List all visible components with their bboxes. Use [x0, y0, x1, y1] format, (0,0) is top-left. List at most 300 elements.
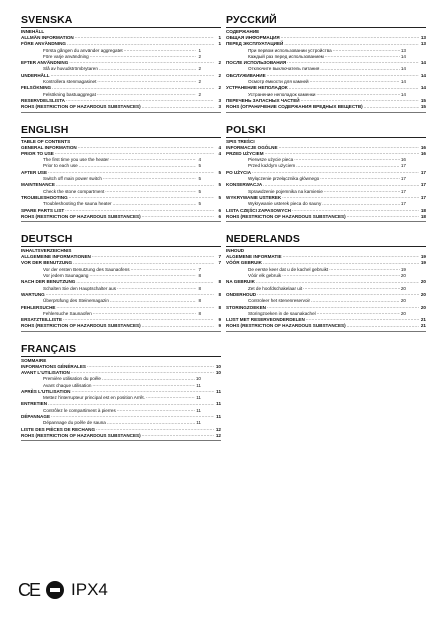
toc-entry-title: APRÈS L'UTILISATION [21, 388, 71, 394]
toc-page-number: 4 [218, 144, 221, 150]
toc-page-number: 8 [198, 285, 201, 291]
toc-entry-title: Mettez l'interrupteur principal est en position Arrêt. [43, 395, 145, 401]
toc-page-number: 14 [400, 79, 406, 85]
dot-leader [73, 261, 214, 266]
toc-entry-title: De eerste keer dat u de kachel gebruikt [248, 266, 329, 272]
toc-entry-title: Каждый раз перед использованием [248, 53, 324, 59]
dot-leader [124, 48, 196, 53]
toc-page-number: 7 [218, 254, 221, 260]
section-divider [21, 331, 221, 332]
toc-page-number: 1 [218, 35, 221, 40]
toc-entry-title: ERSATZTEILLISTE [21, 317, 63, 323]
section-divider [21, 440, 221, 441]
toc-entry-title: ROHS (RESTRICTION OF HAZARDOUS SUBSTANCES) [226, 323, 346, 329]
toc-page-number: 2 [218, 85, 221, 91]
toc-entry [226, 214, 426, 220]
toc-entry-title: ПЕРЕД ЭКСПЛУАТАЦИЕЙ [226, 41, 284, 47]
dot-leader [324, 189, 400, 194]
toc-entry-title: ROHS (RESTRICTION OF HAZARDOUS SUBSTANCES) [21, 323, 141, 329]
dot-leader [67, 42, 214, 47]
toc-page-number: 20 [400, 285, 406, 291]
toc-entry-title: LISTE DES PIÈCES DE RECHANG [21, 426, 96, 432]
toc-subtitle: INHOUD [226, 248, 245, 254]
toc-page-number: 14 [420, 60, 426, 66]
toc-entry-title: RESERVDELSLISTA [21, 97, 65, 103]
toc-entry-title: Pierwsze użycie pieca [248, 157, 294, 163]
dot-leader [69, 60, 214, 65]
dot-leader [117, 286, 196, 291]
dot-leader [46, 292, 214, 297]
toc-page-number: 5 [218, 169, 221, 175]
dot-leader [97, 92, 196, 97]
dot-leader [329, 267, 400, 272]
toc-entry-title: Fehlersuche Saunaofen [43, 310, 92, 316]
toc-entry-title: ПЕРЕЧЕНЬ ЗАПАСНЫХ ЧАСТЕЙ [226, 97, 300, 103]
language-heading: ENGLISH [21, 123, 69, 136]
toc-page-number: 7 [198, 266, 201, 272]
dot-leader [311, 299, 400, 304]
dot-leader [103, 176, 196, 181]
ce-mark: CE [18, 580, 40, 600]
toc-page-number: 2 [218, 60, 221, 66]
dot-leader [267, 73, 419, 78]
toc-entry-title: PO UŻYCIA [226, 169, 252, 175]
toc-page-number: 15 [420, 104, 426, 110]
dot-leader [316, 92, 399, 97]
toc-page-number: 19 [420, 260, 426, 266]
toc-page-number: 9 [218, 323, 221, 329]
toc-page-number: 14 [400, 91, 406, 97]
toc-page-number: 14 [400, 66, 406, 72]
toc-page-number: 19 [400, 266, 406, 272]
toc-entry-title: Überprüfung des Steinemagazin [43, 298, 109, 304]
toc-entry-title: MAINTENANCE [21, 182, 55, 188]
toc-entry-title: Vor jedem Saunagang [43, 273, 89, 279]
toc-entry-title: INFORMACJE OGÓLNE [226, 144, 278, 150]
toc-page-number: 4 [218, 150, 221, 156]
dot-leader [71, 370, 214, 375]
dot-leader [99, 67, 196, 72]
dot-leader [364, 105, 419, 110]
toc-entry-title: Slå av huvudströmbrytaren [43, 66, 98, 72]
dot-leader [267, 305, 419, 310]
heading-rule [21, 27, 221, 28]
dot-leader [142, 433, 214, 438]
toc-entry-title: Troubleshooting the sauna heater [43, 201, 112, 207]
dot-leader [265, 151, 419, 156]
heading-rule [226, 27, 426, 28]
language-heading: DEUTSCH [21, 233, 73, 246]
toc-entry [21, 104, 221, 110]
toc-subtitle: СОДЕРЖАНИЕ [226, 29, 260, 34]
dot-leader [131, 267, 196, 272]
language-heading: FRANÇAIS [21, 342, 77, 355]
toc-page-number: 20 [420, 279, 426, 285]
toc-entry-title: ENTRETIEN [21, 401, 48, 407]
dot-leader [92, 383, 195, 388]
toc-entry [21, 323, 221, 329]
toc-entry-title: УСТРАНЕНИЕ НЕПОЛАДОК [226, 85, 288, 91]
toc-page-number: 10 [215, 369, 221, 375]
dot-leader [257, 292, 419, 297]
toc-section [226, 14, 426, 113]
toc-entry-title: GENERAL INFORMATION [21, 144, 77, 150]
toc-section [21, 233, 221, 332]
dot-leader [142, 324, 214, 329]
toc-entry-title: ROHS (RESTRICTION OF HAZARDOUS SUBSTANCES) [21, 213, 141, 219]
toc-entry-title: ONDERHOUD [226, 291, 257, 297]
toc-entry-title: Sprawdzenie pojemnika na kamienie [248, 188, 323, 194]
toc-page-number: 10 [195, 376, 201, 382]
toc-entry-title: Dépannage du poêle de sauna [43, 420, 106, 426]
toc-page-number: 11 [196, 382, 201, 388]
heading-rule [226, 137, 426, 138]
toc-page-number: 15 [420, 97, 426, 103]
ipx-rating: IPX4 [71, 580, 108, 599]
dot-leader [63, 317, 214, 322]
toc-page-number: 20 [400, 310, 406, 316]
toc-page-number: 8 [218, 291, 221, 297]
ukca-mark-icon [45, 580, 65, 600]
toc-entry-title: Avant chaque utilisation [43, 382, 92, 388]
toc-entry-title: STORINGZOEKEN [226, 304, 266, 310]
dot-leader [75, 35, 214, 40]
toc-page-number: 12 [215, 432, 221, 438]
toc-page-number: 19 [420, 254, 426, 260]
toc-entry-title: FÖRE ANVÄNDNING [21, 41, 67, 47]
toc-page-number: 17 [400, 188, 406, 194]
toc-entry-title: PRZED UŻYCIEM [226, 150, 264, 156]
dot-leader [263, 183, 419, 188]
toc-entry-title: ALLGEMEINE INFORMATIONEN [21, 254, 91, 260]
toc-entry-title: LIJST MET RESERVEONDERDELEN [226, 317, 305, 323]
toc-page-number: 13 [400, 47, 406, 53]
dot-leader [284, 42, 419, 47]
toc-page-number: 6 [218, 213, 221, 219]
dot-leader [110, 299, 196, 304]
toc-page-number: 17 [400, 163, 406, 169]
toc-page-number: 13 [420, 41, 426, 47]
section-divider [226, 112, 426, 113]
dot-leader [252, 170, 419, 175]
toc-entry-title: Check the stone compartment [43, 188, 105, 194]
toc-page-number: 3 [218, 104, 221, 110]
toc-page-number: 11 [216, 414, 221, 420]
toc-entry-title: ОБСЛУЖИВАНИЕ [226, 72, 266, 78]
dot-leader [320, 176, 400, 181]
toc-entry [21, 433, 221, 439]
dot-leader [102, 377, 195, 382]
dot-leader [263, 261, 419, 266]
language-heading: РУССКИЙ [226, 14, 277, 26]
dot-leader [89, 273, 196, 278]
toc-page-number: 17 [420, 182, 426, 188]
toc-page-number: 2 [198, 66, 201, 72]
toc-page-number: 5 [218, 182, 221, 188]
toc-entry-title: LISTA CZĘŚCI ZAPASOWYCH [226, 207, 291, 213]
toc-entry-title: Schalten Sie den Hauptschalter aus [43, 285, 117, 291]
dot-leader [287, 60, 419, 65]
toc-subtitle: SOMMAIRE [21, 357, 47, 363]
dot-leader [310, 79, 400, 84]
toc-page-number: 7 [218, 260, 221, 266]
toc-page-number: 2 [198, 91, 201, 97]
dot-leader [256, 280, 419, 285]
toc-entry-title: Kontrollera stenmagasinet [43, 79, 97, 85]
toc-page-number: 11 [216, 401, 221, 407]
dot-leader [325, 54, 400, 59]
toc-entry-title: TROUBLESHOOTING [21, 194, 68, 200]
toc-subtitle: SPIS TREŚCI [226, 138, 255, 144]
toc-page-number: 8 [198, 298, 201, 304]
toc-entry-title: KONSERWACJA [226, 182, 263, 188]
toc-entry-title: Felsökning bastuaggregat [43, 91, 96, 97]
toc-page-number: 20 [420, 291, 426, 297]
dot-leader [78, 145, 214, 150]
toc-page-number: 8 [218, 279, 221, 285]
dot-leader [93, 311, 196, 316]
toc-page-number: 18 [420, 213, 426, 219]
toc-page-number: 8 [198, 273, 201, 279]
dot-leader [294, 157, 400, 162]
toc-entry-title: FELSÖKNING [21, 85, 52, 91]
heading-rule [226, 246, 426, 247]
toc-page-number: 18 [420, 207, 426, 213]
certification-marks [18, 580, 108, 600]
dot-leader [289, 86, 419, 91]
toc-page-number: 11 [196, 420, 201, 426]
dot-leader [76, 280, 214, 285]
toc-entry-title: Första gången du använder aggregatet [43, 47, 123, 53]
toc-section [226, 233, 426, 332]
toc-page-number: 16 [420, 144, 426, 150]
toc-section [226, 124, 426, 223]
language-heading: NEDERLANDS [226, 233, 300, 246]
toc-entry-title: PRIOR TO USE [21, 150, 54, 156]
toc-entry-title: NA GEBRUIK [226, 279, 255, 285]
toc-page-number: 20 [420, 304, 426, 310]
toc-entry-title: Vóór elk gebruik [248, 273, 282, 279]
dot-leader [110, 157, 196, 162]
dot-leader [301, 98, 419, 103]
toc-entry-title: ROHS (ОГРАНИЧЕНИЕ СОДЕРЖАНИЯ ВРЕДНЫХ ВЕЩЕСТВ) [226, 104, 363, 110]
toc-entry-title: Wyłączenie przełącznika głównego [248, 176, 320, 182]
dot-leader [107, 421, 195, 426]
heading-rule [21, 356, 221, 357]
toc-entry-title: EFTER ANVÄNDNING [21, 60, 69, 66]
heading-rule [21, 246, 221, 247]
toc-page-number: 11 [196, 395, 201, 401]
dot-leader [96, 427, 214, 432]
dot-leader [72, 389, 215, 394]
dot-leader [56, 305, 214, 310]
toc-entry-title: Vor der ersten Benutzung des Saunaofens [43, 266, 130, 272]
dot-leader [320, 67, 400, 72]
toc-entry-title: AVANT L'UTILISATION [21, 369, 70, 375]
toc-entry-title: VOR DER BENUTZUNG [21, 260, 73, 266]
toc-entry-title: INFORMATIONS GÉNÉRALES [21, 363, 86, 369]
toc-entry-title: ОБЩАЯ ИНФОРМАЦИЯ [226, 35, 280, 40]
dot-leader [69, 195, 214, 200]
toc-page-number: 12 [215, 426, 221, 432]
toc-subtitle: INNEHÅLL [21, 29, 45, 34]
toc-page-number: 9 [218, 317, 221, 323]
toc-page-number: 17 [420, 169, 426, 175]
toc-page-number: 14 [400, 53, 406, 59]
toc-entry-title: Switch off main power switch [43, 176, 102, 182]
toc-page-number: 2 [218, 72, 221, 78]
toc-page-number: 14 [420, 72, 426, 78]
toc-page-number: 13 [420, 35, 426, 40]
dot-leader [279, 145, 419, 150]
toc-entry-title: Prior to each use [43, 163, 78, 169]
dot-leader [333, 48, 400, 53]
toc-page-number: 16 [400, 157, 406, 163]
section-divider [21, 221, 221, 222]
dot-leader [113, 202, 196, 207]
dot-leader [105, 189, 196, 194]
toc-page-number: 2 [198, 79, 201, 85]
dot-leader [97, 79, 196, 84]
heading-rule [21, 137, 221, 138]
dot-leader [66, 98, 214, 103]
dot-leader [146, 395, 195, 400]
dot-leader [87, 364, 214, 369]
toc-page-number: 17 [400, 176, 406, 182]
toc-entry-title: SPARE PARTS LIST [21, 207, 65, 213]
toc-page-number: 17 [400, 201, 406, 207]
toc-entry-title: AFTER USE [21, 169, 48, 175]
toc-page-number: 3 [218, 97, 221, 103]
toc-entry-title: Contrôlez le compartiment à pierres [43, 407, 116, 413]
toc-page-number: 8 [218, 304, 221, 310]
toc-entry-title: ROHS (RESTRICTION OF HAZARDOUS SUBSTANCES) [21, 432, 141, 438]
dot-leader [281, 35, 419, 40]
dot-leader [303, 286, 400, 291]
toc-entry [21, 214, 221, 220]
toc-entry-title: Устранение неполадок каменки [248, 91, 316, 97]
toc-entry-title: ALGEMENE INFORMATIE [226, 254, 282, 260]
dot-leader [282, 273, 400, 278]
dot-leader [142, 105, 214, 110]
dot-leader [52, 86, 214, 91]
toc-page-number: 5 [198, 188, 201, 194]
toc-page-number: 16 [420, 150, 426, 156]
dot-leader [292, 208, 419, 213]
toc-entry-title: ROHS (RESTRICTION OF HAZARDOUS SUBSTANCES) [21, 104, 141, 110]
toc-entry-title: WARTUNG [21, 291, 45, 297]
dot-leader [117, 408, 195, 413]
dot-leader [317, 311, 400, 316]
toc-page-number: 14 [420, 85, 426, 91]
dot-leader [142, 214, 214, 219]
toc-page-number: 8 [198, 310, 201, 316]
toc-page-number: 5 [218, 194, 221, 200]
toc-entry-title: ПОСЛЕ ИСПОЛЬЗОВАНИЯ [226, 60, 287, 66]
toc-entry [226, 104, 426, 110]
toc-entry-title: UNDERHÅLL [21, 72, 50, 78]
toc-entry-title: WYKRYWANIE USTEREK [226, 194, 282, 200]
toc-entry-title: The first time you use the heater [43, 157, 109, 163]
toc-entry-title: Осмотр ёмкости для камней [248, 79, 309, 85]
toc-page-number: 20 [400, 298, 406, 304]
toc-page-number: 11 [196, 407, 201, 413]
dot-leader [51, 414, 214, 419]
toc-entry-title: ROHS (RESTRICTION OF HAZARDOUS SUBSTANCES) [226, 213, 346, 219]
toc-subtitle: TABLE OF CONTENTS [21, 138, 71, 144]
language-heading: SVENSKA [21, 14, 73, 26]
dot-leader [56, 183, 214, 188]
section-divider [226, 331, 426, 332]
toc-entry-title: Före varje användning [43, 53, 89, 59]
toc-entry-title: ALLMÄN INFORMATION [21, 35, 74, 40]
dot-leader [65, 208, 214, 213]
toc-entry-title: Przed każdym użyciem [248, 163, 296, 169]
toc-page-number: 4 [198, 157, 201, 163]
toc-entry-title: Wykrywanie usterek pieca do sauny [248, 201, 322, 207]
toc-entry-title: Storingzoeken in de saunakachel [248, 310, 316, 316]
dot-leader [347, 324, 419, 329]
dot-leader [51, 73, 214, 78]
toc-page-number: 1 [198, 47, 201, 53]
dot-leader [283, 254, 419, 259]
toc-page-number: 21 [420, 317, 426, 323]
dot-leader [347, 214, 419, 219]
toc-page-number: 10 [215, 363, 221, 369]
toc-subtitle: INHALTSVERZEICHNIS [21, 248, 72, 254]
toc-page-number: 1 [218, 41, 221, 47]
toc-page-number: 2 [198, 53, 201, 59]
toc-page-number: 5 [198, 176, 201, 182]
toc-section [21, 124, 221, 223]
dot-leader [92, 254, 214, 259]
dot-leader [55, 151, 214, 156]
toc-column-left [21, 14, 221, 452]
toc-page-number: 6 [218, 207, 221, 213]
toc-entry-title: DÉPANNAGE [21, 414, 51, 420]
toc-entry [226, 323, 426, 329]
toc-page-number: 20 [400, 273, 406, 279]
toc-entry-title: NACH DER BENUTZUNG [21, 279, 76, 285]
toc-entry-title: Controleer het stenenreservoir [248, 298, 311, 304]
toc-entry-title: VÓÓR GEBRUIK [226, 260, 262, 266]
section-divider [226, 221, 426, 222]
toc-column-right [226, 14, 426, 343]
toc-section [21, 343, 221, 442]
dot-leader [306, 317, 419, 322]
dot-leader [48, 402, 214, 407]
dot-leader [282, 195, 419, 200]
language-heading: POLSKI [226, 123, 266, 136]
toc-entry-title: FEHLERSUCHE [21, 304, 56, 310]
toc-entry-title: При первом использовании устройства [248, 47, 332, 53]
toc-section [21, 14, 221, 113]
toc-page-number: 5 [198, 201, 201, 207]
dot-leader [322, 202, 400, 207]
dot-leader [48, 170, 214, 175]
dot-leader [79, 164, 196, 169]
toc-entry-title: Première utilisation du poêle [43, 376, 101, 382]
dot-leader [296, 164, 400, 169]
toc-page-number: 21 [420, 323, 426, 329]
toc-page-number: 17 [420, 194, 426, 200]
section-divider [21, 112, 221, 113]
toc-page-number: 5 [198, 163, 201, 169]
toc-entry-title: Zet de hoofdschakelaar uit [248, 285, 303, 291]
toc-entry-title: Отключите выключатель питания [248, 66, 320, 72]
dot-leader [90, 54, 196, 59]
toc-page-number: 11 [216, 388, 221, 394]
